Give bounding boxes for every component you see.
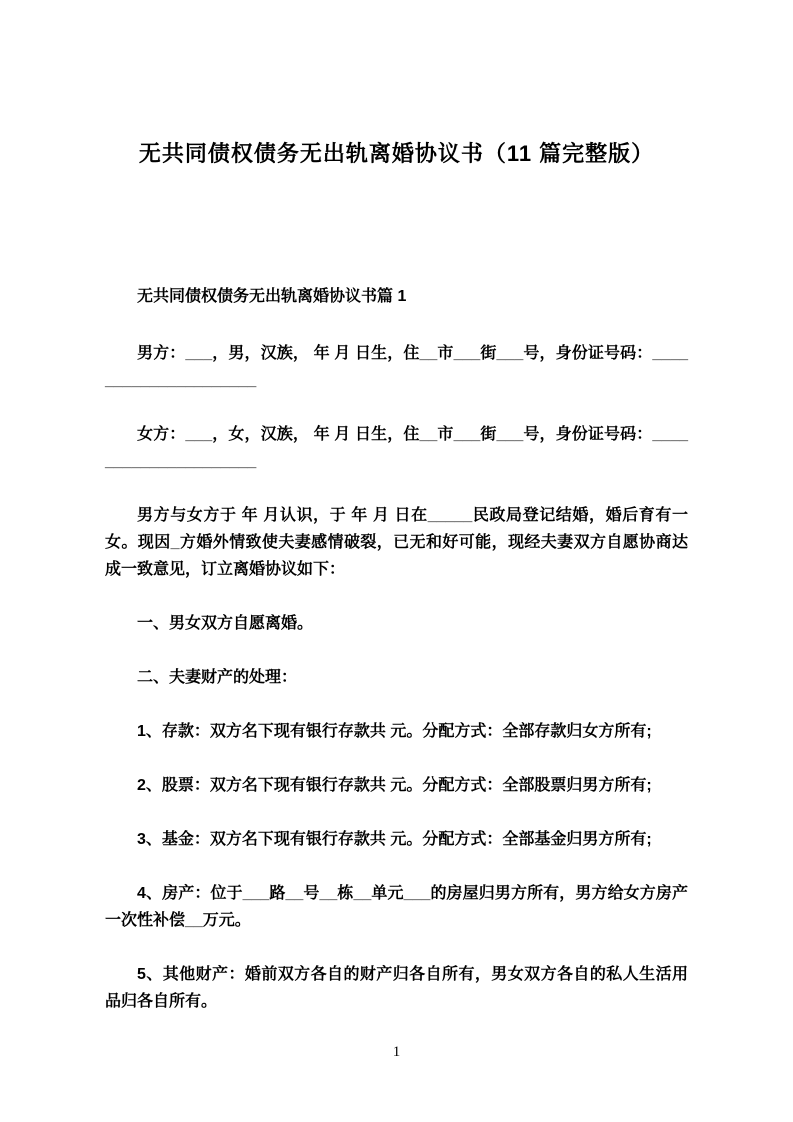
paragraph-item-other-property: 5、其他财产：婚前双方各自的财产归各自所有，男女双方各自的私人生活用品归各自所有。 (105, 966, 688, 1010)
section-heading: 无共同债权债务无出轨离婚协议书篇 1 (137, 288, 407, 305)
paragraph-marriage-background: 男方与女方于 年 月认识，于 年 月 日在_____民政局登记结婚，婚后育有一女。现因_方婚外情致使夫妻感情破裂，已无和好可能，现经夫妻双方自愿协商达成一致意见，订立离婚协议如下： (105, 507, 688, 578)
page-number: 1 (392, 1044, 401, 1060)
paragraph-clause-two: 二、夫妻财产的处理： (137, 669, 298, 686)
paragraph-item-deposit: 1、存款：双方名下现有银行存款共 元。分配方式：全部存款归女方所有; (137, 723, 652, 740)
paragraph-item-fund: 3、基金：双方名下现有银行存款共 元。分配方式：全部基金归男方所有; (137, 831, 652, 848)
paragraph-wife-info: 女方：___，女，汉族， 年 月 日生，住__市___街___号，身份证号码：_____________________ (105, 426, 688, 470)
paragraph-clause-one: 一、男女双方自愿离婚。 (137, 615, 314, 632)
paragraph-item-house: 4、房产：位于___路__号__栋__单元___的房屋归男方所有，男方给女方房产一次性补偿__万元。 (105, 885, 688, 929)
paragraph-item-stock: 2、股票：双方名下现有银行存款共 元。分配方式：全部股票归男方所有; (137, 777, 652, 794)
paragraph-husband-info: 男方：___，男，汉族， 年 月 日生，住__市___街___号，身份证号码：_____________________ (105, 345, 688, 389)
document-title: 无共同债权债务无出轨离婚协议书（11 篇完整版） (138, 141, 655, 166)
